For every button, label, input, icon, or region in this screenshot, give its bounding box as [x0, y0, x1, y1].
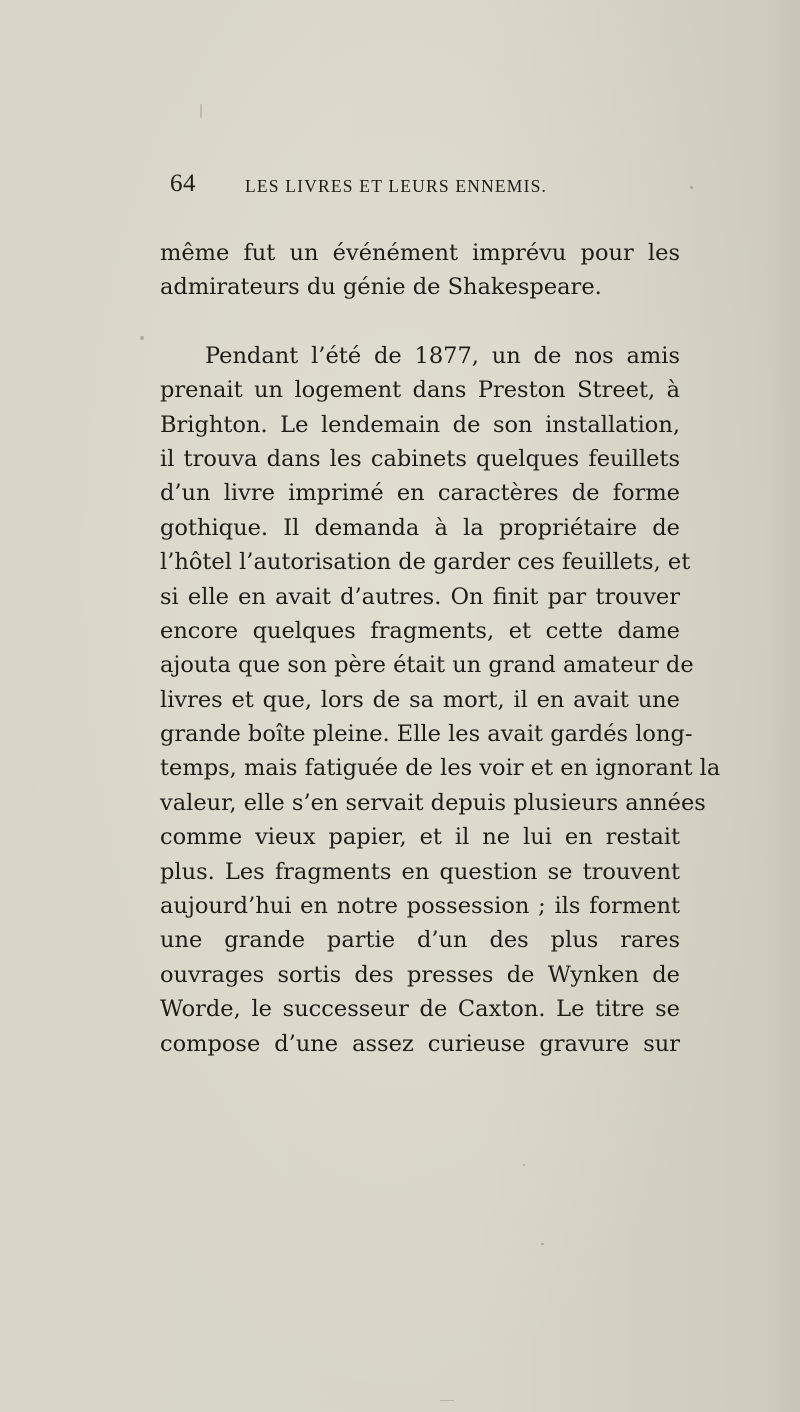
text-line: temps, mais fatiguée de les voir et en ignorant la	[160, 755, 721, 782]
text-line: grande boîte pleine. Elle les avait gardés long-	[160, 721, 693, 748]
text-line: même fut un événément imprévu pour les	[160, 240, 680, 266]
body-text	[160, 236, 721, 1061]
text-line: d’un livre imprimé en caractères de forme	[160, 480, 680, 507]
paper-speck	[523, 1164, 525, 1166]
text-line: livres et que, lors de sa mort, il en avait une	[160, 686, 680, 713]
paper-speck	[200, 104, 202, 118]
paragraph-gap	[160, 305, 680, 339]
text-line: gothique. Il demanda à la propriétaire de	[160, 514, 680, 541]
running-header	[170, 170, 615, 210]
paragraph-pendant	[160, 339, 721, 1061]
paper-speck	[440, 1400, 454, 1401]
text-line: aujourd’hui en notre possession ; ils forment	[160, 893, 680, 920]
text-line: admirateurs du génie de Shakespeare.	[160, 274, 602, 301]
text-line: compose d’une assez curieuse gravure sur	[160, 1030, 680, 1057]
paper-speck	[690, 186, 693, 189]
text-line: plus. Les fragments en question se trouvent	[160, 858, 680, 885]
text-line: comme vieux papier, et il ne lui en restait	[160, 824, 680, 851]
text-line: une grande partie d’un des plus rares	[160, 927, 680, 954]
paragraph-continuation	[160, 236, 680, 305]
text-line: ouvrages sortis des presses de Wynken de	[160, 961, 680, 988]
text-line: ajouta que son père était un grand amateur de	[160, 652, 694, 679]
page-number: 64	[170, 170, 196, 197]
text-line: l’hôtel l’autorisation de garder ces feuillets, et	[160, 549, 691, 576]
text-line: encore quelques fragments, et cette dame	[160, 617, 680, 644]
text-line: si elle en avait d’autres. On finit par trouver	[160, 583, 680, 610]
text-line: valeur, elle s’en servait depuis plusieurs années	[160, 789, 706, 816]
text-line: Worde, le successeur de Caxton. Le titre se	[160, 996, 680, 1023]
running-title: LES LIVRES ET LEURS ENNEMIS.	[245, 176, 548, 196]
text-line: Pendant l’été de 1877, un de nos amis	[205, 342, 680, 369]
paper-speck	[541, 1243, 544, 1245]
text-line: Brighton. Le lendemain de son installation,	[160, 411, 680, 438]
text-line: prenait un logement dans Preston Street, à	[160, 377, 680, 404]
paper-speck	[140, 336, 144, 340]
text-line: il trouva dans les cabinets quelques feuillets	[160, 445, 680, 472]
